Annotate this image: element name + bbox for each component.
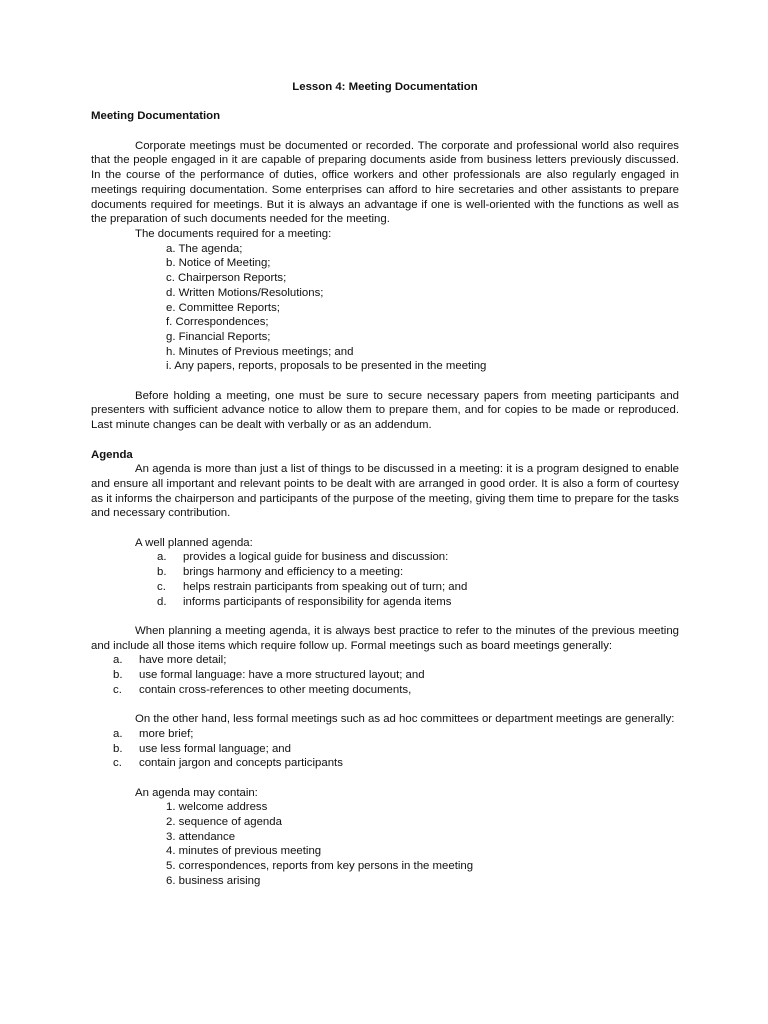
list-marker: d. xyxy=(157,595,167,608)
list-text: provides a logical guide for business and discussion: xyxy=(183,551,449,564)
list-item: 5. correspondences, reports from key persons in the meeting xyxy=(166,860,474,873)
list-text: use less formal language; and xyxy=(139,742,291,755)
list-item: h. Minutes of Previous meetings; and xyxy=(166,345,354,358)
list-item: 6. business arising xyxy=(166,874,261,887)
list-marker: c. xyxy=(113,683,122,696)
list-item: i. Any papers, reports, proposals to be presented in the meeting xyxy=(166,360,487,373)
list-item xyxy=(91,756,679,771)
planning-paragraph: When planning a meeting agenda, it is always best practice to refer to the minutes of the previous meeting and include all those items which require follow up. Formal meetings such as board meetings generally: xyxy=(91,624,679,652)
list-item xyxy=(91,595,679,610)
list-item: d. Written Motions/Resolutions; xyxy=(166,286,324,299)
list-item: f. Correspondences; xyxy=(166,316,269,329)
list-item: g. Financial Reports; xyxy=(166,330,271,343)
list-item: 2. sequence of agenda xyxy=(166,816,282,829)
list-text: informs participants of responsibility for agenda items xyxy=(183,595,452,608)
list-item xyxy=(91,550,679,565)
list-text: use formal language: have a more structured layout; and xyxy=(139,669,425,682)
list-marker: a. xyxy=(113,727,123,740)
agenda-contents-list xyxy=(91,800,679,888)
intro-paragraph: Corporate meetings must be documented or recorded. The corporate and professional world also requires that the people engaged in it are capable of preparing documents aside from business letters previously discussed. In the course of the performance of duties, office workers and other professionals are also regularly engaged in meetings requiring documentation. Some enterprises can afford to hire secretaries and other assistants to prepare documents required for meetings. But it is always an advantage if one is well-oriented with the functions as well as the preparation of such documents needed for the meeting. xyxy=(91,139,679,226)
list-marker: b. xyxy=(157,566,167,579)
agenda-contents-intro: An agenda may contain: xyxy=(135,786,258,799)
list-item: 3. attendance xyxy=(166,830,236,843)
documents-list xyxy=(91,242,679,374)
list-item: a. The agenda; xyxy=(166,242,243,255)
list-text: have more detail; xyxy=(139,654,227,667)
list-marker: c. xyxy=(157,580,166,593)
list-item xyxy=(91,742,679,757)
section-heading-agenda: Agenda xyxy=(91,448,133,461)
list-item: b. Notice of Meeting; xyxy=(166,257,271,270)
list-item xyxy=(91,653,679,668)
well-planned-intro: A well planned agenda: xyxy=(135,536,253,549)
list-item xyxy=(91,727,679,742)
well-planned-list xyxy=(91,550,679,609)
agenda-paragraph: An agenda is more than just a list of things to be discussed in a meeting: it is a program designed to enable and ensure all important and relevant points to be dealt with are arranged in good order. It is also a form of courtesy as it informs the chairperson and participants of the purpose of the meeting, giving them time to prepare for the tasks and necessary contribution. xyxy=(91,463,679,520)
list-text: contain cross-references to other meeting documents, xyxy=(139,683,412,696)
list-marker: b. xyxy=(113,742,123,755)
list-item: 1. welcome address xyxy=(166,801,268,814)
list-item xyxy=(91,683,679,698)
list-item: c. Chairperson Reports; xyxy=(166,272,287,285)
document-page xyxy=(91,80,679,889)
list-text: helps restrain participants from speaking out of turn; and xyxy=(183,580,468,593)
list-text: brings harmony and efficiency to a meeting: xyxy=(183,566,404,579)
list-marker: a. xyxy=(113,654,123,667)
list-marker: c. xyxy=(113,757,122,770)
formal-meetings-list xyxy=(91,653,679,697)
list-item xyxy=(91,580,679,595)
less-formal-list xyxy=(91,727,679,771)
list-marker: a. xyxy=(157,551,167,564)
list-item: 4. minutes of previous meeting xyxy=(166,845,322,858)
lesson-title: Lesson 4: Meeting Documentation xyxy=(292,81,478,93)
less-formal-paragraph: On the other hand, less formal meetings such as ad hoc committees or department meetings are generally: xyxy=(135,713,675,726)
documents-list-intro: The documents required for a meeting: xyxy=(135,228,332,240)
section-heading-meeting-documentation: Meeting Documentation xyxy=(91,110,221,123)
list-item xyxy=(91,668,679,683)
list-marker: b. xyxy=(113,669,123,682)
list-item: e. Committee Reports; xyxy=(166,301,280,314)
list-text: contain jargon and concepts participants xyxy=(139,757,343,770)
list-text: more brief; xyxy=(139,727,194,740)
preparation-paragraph: Before holding a meeting, one must be sure to secure necessary papers from meeting participants and presenters with sufficient advance notice to allow them to prepare them, and for copies to be made or reproduced. Last minute changes can be dealt with verbally or as an addendum. xyxy=(91,389,679,432)
list-item xyxy=(91,565,679,580)
